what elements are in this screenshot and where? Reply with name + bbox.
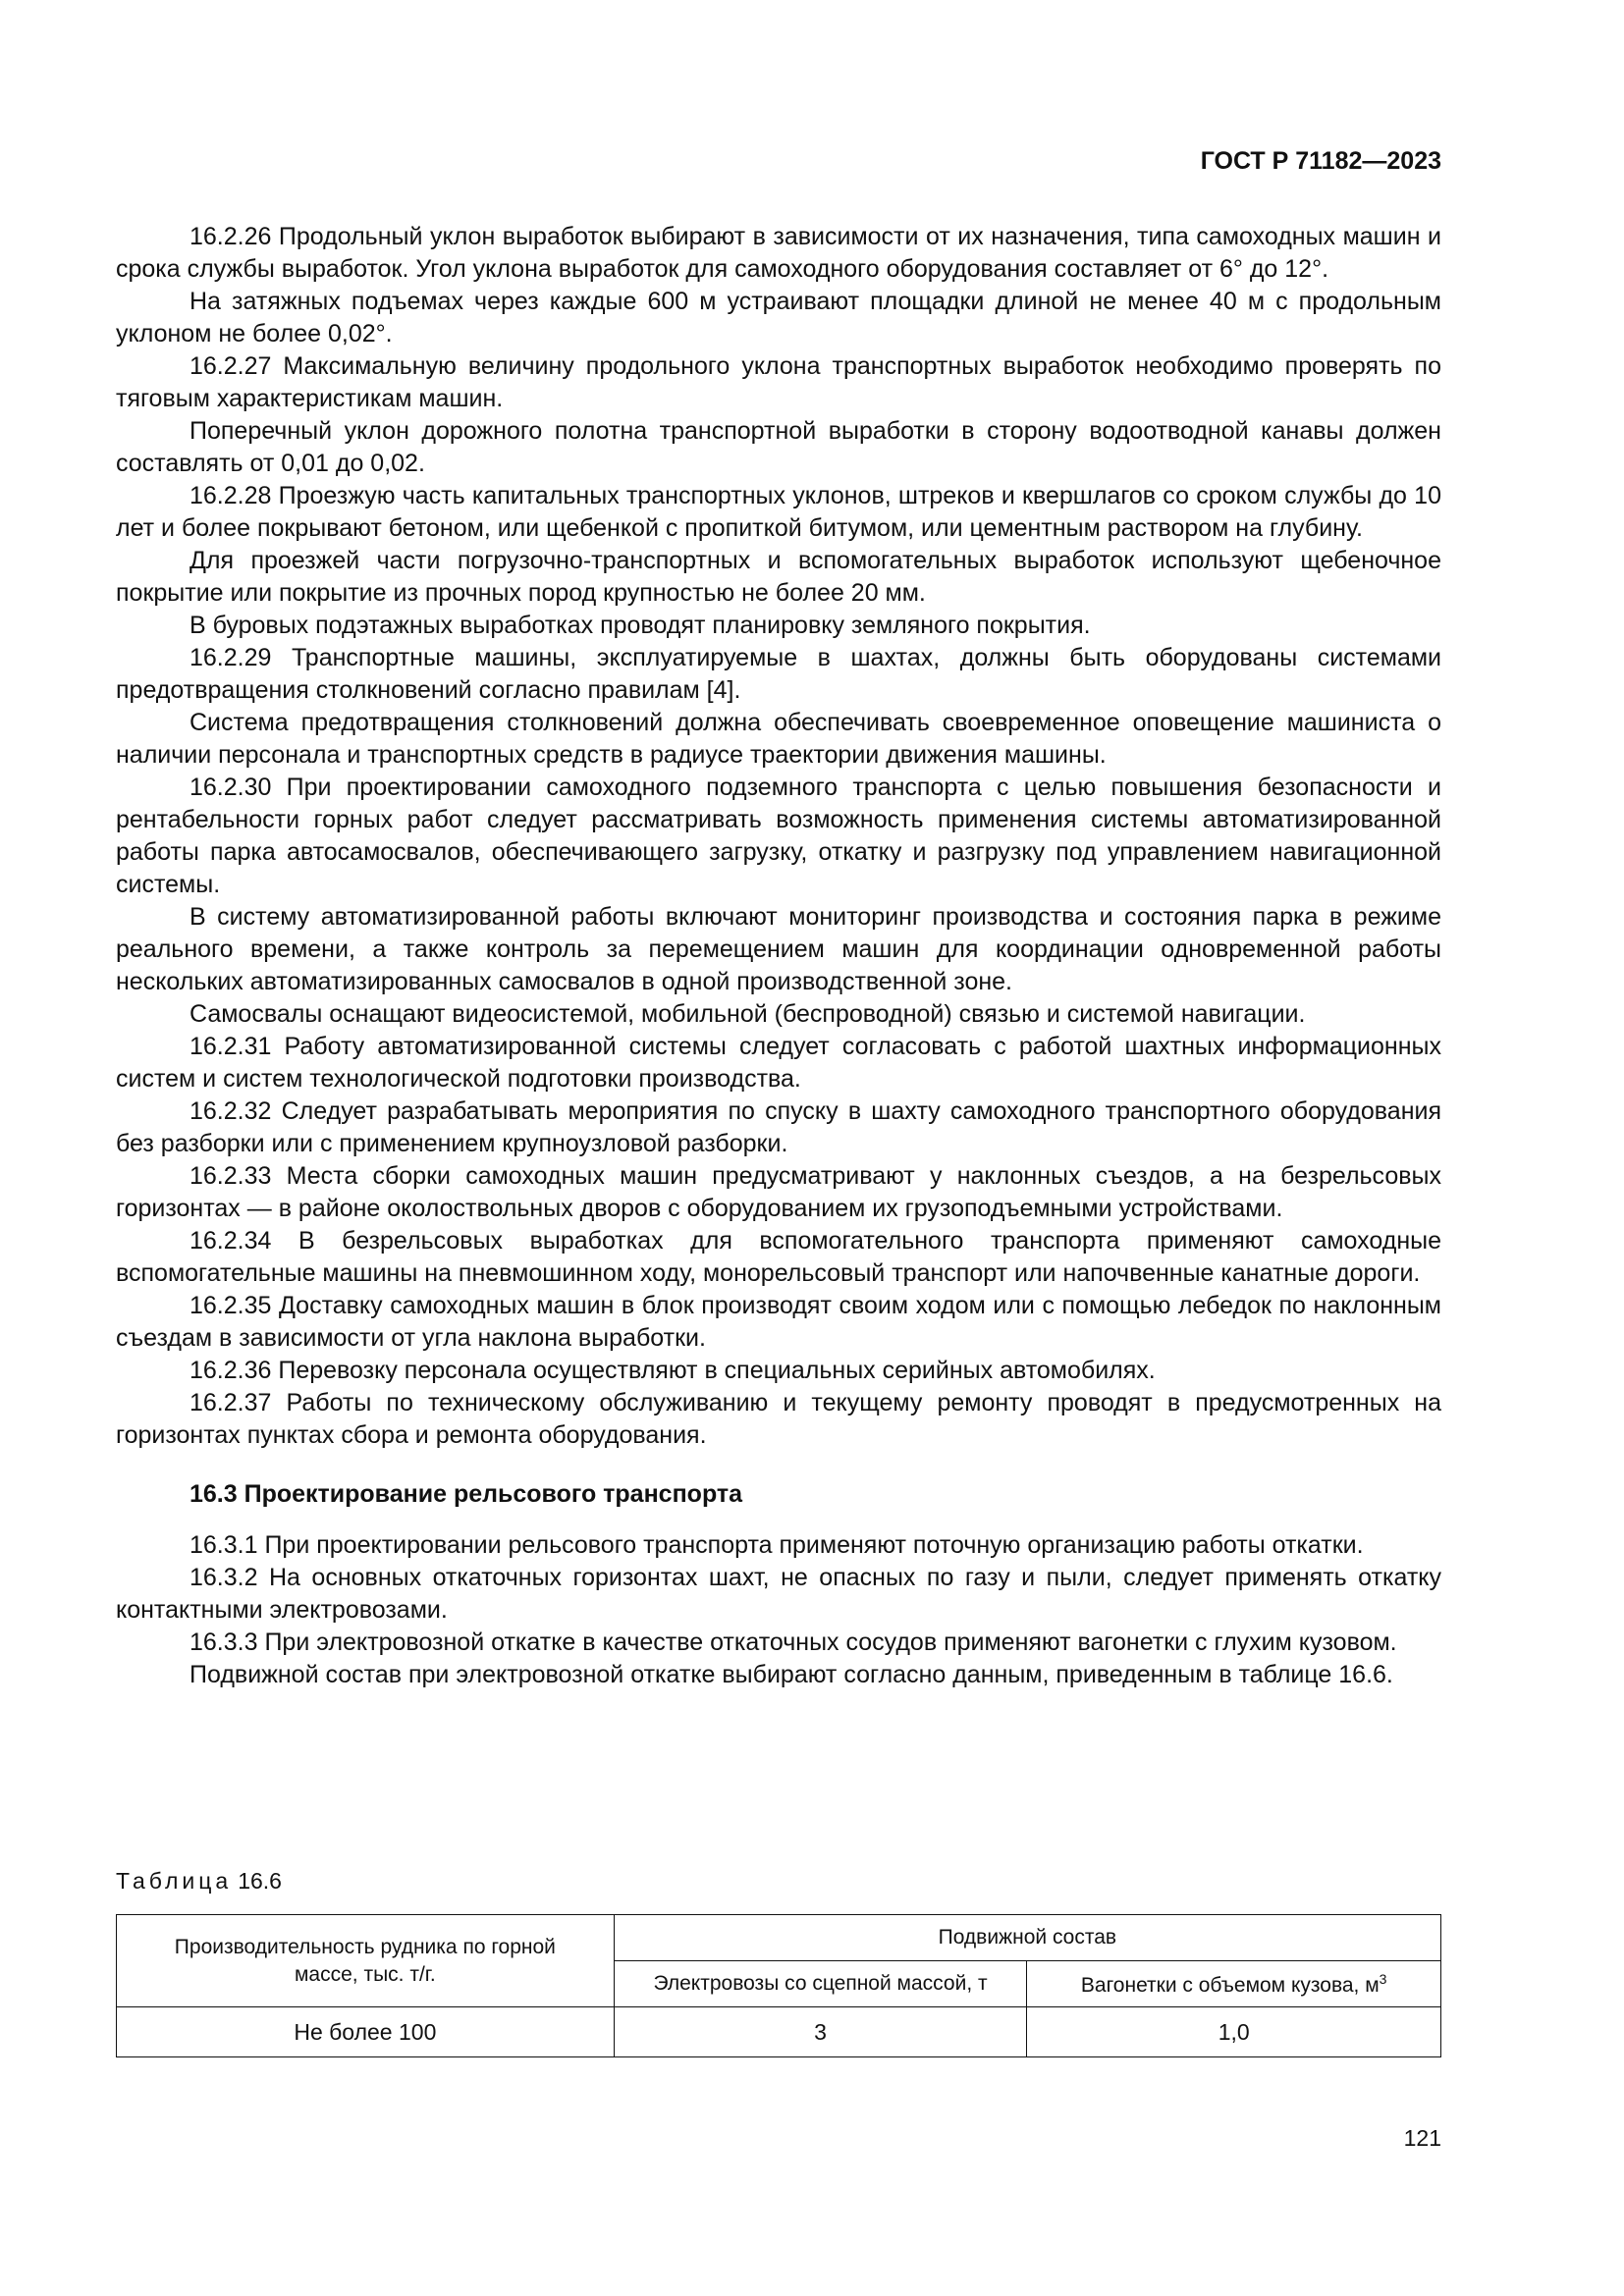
table-header-wagons-text: Вагонетки с объемом кузова, м bbox=[1080, 1973, 1380, 1997]
paragraph: 16.2.37 Работы по техническому обслуживанию и текущему ремонту проводят в предусмотренных на горизонтах пунктах сбора и ремонта оборудования. bbox=[116, 1389, 1441, 1449]
paragraph: 16.3.3 При электровозной откатке в качестве откаточных сосудов применяют вагонетки с глухим кузовом. bbox=[189, 1629, 1397, 1656]
paragraph: Самосвалы оснащают видеосистемой, мобильной (беспроводной) связью и системой навигации. bbox=[189, 1000, 1306, 1028]
paragraph: 16.2.36 Перевозку персонала осуществляют в специальных серийных автомобилях. bbox=[189, 1357, 1156, 1384]
paragraph: 16.2.31 Работу автоматизированной системы следует согласовать с работой шахтных информационных систем и систем технологической подготовки производства. bbox=[116, 1033, 1441, 1093]
paragraph: Система предотвращения столкновений должна обеспечивать своевременное оповещение машиниста о наличии персонала и транспортных средств в радиусе траектории движения машины. bbox=[116, 709, 1441, 769]
paragraph: 16.2.33 Места сборки самоходных машин предусматривают у наклонных съездов, а на безрельсовых горизонтах — в районе околоствольных дворов с оборудованием их грузоподъемными устройствами. bbox=[116, 1162, 1441, 1222]
paragraph: Подвижной состав при электровозной откатке выбирают согласно данным, приведенным в таблице 16.6. bbox=[189, 1661, 1393, 1688]
table-row bbox=[117, 2007, 1441, 2057]
paragraph: Поперечный уклон дорожного полотна транспортной выработки в сторону водоотводной канавы должен составлять от 0,01 до 0,02. bbox=[116, 417, 1441, 477]
document-body bbox=[116, 221, 1441, 1691]
paragraph: В буровых подэтажных выработках проводят планировку земляного покрытия. bbox=[189, 612, 1091, 639]
paragraph: 16.2.34 В безрельсовых выработках для вспомогательного транспорта применяют самоходные вспомогательные машины на пневмошинном ходу, монорельсовый транспорт или напочвенные канатные дороги. bbox=[116, 1227, 1441, 1287]
table-header-wagons bbox=[1027, 1961, 1441, 2007]
rolling-stock-table bbox=[116, 1914, 1441, 2057]
page-number: 121 bbox=[1403, 2125, 1441, 2151]
table-header-rolling-stock: Подвижной состав bbox=[614, 1915, 1440, 1961]
paragraph: В систему автоматизированной работы включают мониторинг производства и состояния парка в режиме реального времени, а также контроль за перемещением машин для координации одновременной работы нескольких автоматизированных самосвалов в одной производственной зоне. bbox=[116, 903, 1441, 995]
document-standard-id: ГОСТ Р 71182—2023 bbox=[1200, 147, 1441, 175]
paragraph: Для проезжей части погрузочно-транспортных и вспомогательных выработок используют щебеночное покрытие или покрытие из прочных пород крупностью не более 20 мм. bbox=[116, 547, 1441, 607]
paragraph: На затяжных подъемах через каждые 600 м устраивают площадки длиной не менее 40 м с продольным уклоном не более 0,02°. bbox=[116, 288, 1441, 347]
paragraph: 16.2.32 Следует разрабатывать мероприятия по спуску в шахту самоходного транспортного оборудования без разборки или с применением крупноузловой разборки. bbox=[116, 1097, 1441, 1157]
paragraph: 16.3.1 При проектировании рельсового транспорта применяют поточную организацию работы откатки. bbox=[189, 1531, 1364, 1559]
section-heading: 16.3 Проектирование рельсового транспорта bbox=[189, 1480, 743, 1508]
table-caption-number: 16.6 bbox=[238, 1868, 282, 1894]
table-caption-word: Таблица bbox=[116, 1868, 233, 1894]
paragraph: 16.2.35 Доставку самоходных машин в блок производят своим ходом или с помощью лебедок по наклонным съездам в зависимости от угла наклона выработки. bbox=[116, 1292, 1441, 1352]
table-header-productivity: Производительность рудника по горной массе, тыс. т/г. bbox=[117, 1915, 615, 2007]
table-cell: 1,0 bbox=[1027, 2007, 1441, 2057]
paragraph: 16.2.29 Транспортные машины, эксплуатируемые в шахтах, должны быть оборудованы системами предотвращения столкновений согласно правилам [4]. bbox=[116, 644, 1441, 704]
paragraph: 16.3.2 На основных откаточных горизонтах шахт, не опасных по газу и пыли, следует применять откатку контактными электровозами. bbox=[116, 1564, 1441, 1624]
paragraph: 16.2.26 Продольный уклон выработок выбирают в зависимости от их назначения, типа самоходных машин и срока службы выработок. Угол уклона выработок для самоходного оборудования составляет от 6° до 12°. bbox=[116, 223, 1441, 283]
table-header-locomotives: Электровозы со сцепной массой, т bbox=[614, 1961, 1027, 2007]
table-cell: Не более 100 bbox=[117, 2007, 615, 2057]
paragraph: 16.2.30 При проектировании самоходного подземного транспорта с целью повышения безопасности и рентабельности горных работ следует рассматривать возможность применения системы автоматизированной работы парка автосамосвалов, обеспечивающего загрузку, откатку и разгрузку под управлением навигационной системы. bbox=[116, 774, 1441, 898]
table-caption bbox=[116, 1868, 282, 1895]
paragraph: 16.2.27 Максимальную величину продольного уклона транспортных выработок необходимо проверять по тяговым характеристикам машин. bbox=[116, 352, 1441, 412]
table-header-wagons-sup: 3 bbox=[1379, 1970, 1387, 1987]
paragraph: 16.2.28 Проезжую часть капитальных транспортных уклонов, штреков и квершлагов со сроком службы до 10 лет и более покрывают бетоном, или щебенкой с пропиткой битумом, или цементным раствором на глубину. bbox=[116, 482, 1441, 542]
table-cell: 3 bbox=[614, 2007, 1027, 2057]
